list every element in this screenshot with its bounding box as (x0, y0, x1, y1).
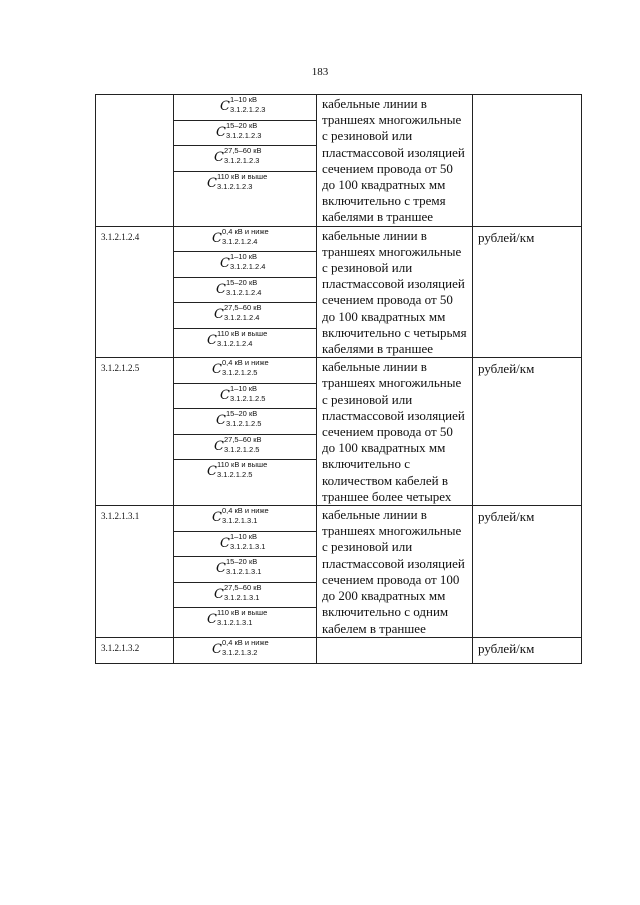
row-unit: рублей/км (473, 637, 582, 664)
table-row (96, 506, 582, 638)
symbol-letter: C (212, 510, 222, 526)
symbol-row (174, 409, 316, 435)
symbol-letter: C (212, 230, 222, 246)
symbol-row (174, 638, 316, 664)
row-description: кабельные линии в траншеях многожильные с резиновой или пластмассовой изоляцией сечением провода от 100 до 200 квадратных мм включительно с одним кабелем в траншее (317, 506, 473, 638)
symbol-index: 3.1.2.1.2.4 (226, 287, 262, 297)
symbol-index: 3.1.2.1.2.5 (217, 470, 253, 480)
symbol-letter: C (220, 387, 230, 403)
symbol-letter: C (216, 561, 226, 577)
symbol-letter: C (216, 281, 226, 297)
symbol-index: 3.1.2.1.3.1 (226, 567, 262, 577)
symbol-voltage: 27,5–60 кВ (224, 146, 262, 155)
symbol-index: 3.1.2.1.2.5 (226, 419, 262, 429)
row-code: 3.1.2.1.2.4 (96, 226, 174, 358)
symbol-row (174, 506, 316, 532)
symbol-letter: C (214, 150, 224, 165)
symbol-letter: C (220, 256, 230, 272)
row-unit: рублей/км (473, 358, 582, 506)
symbol-index: 3.1.2.1.2.3 (224, 156, 260, 165)
symbol-voltage: 27,5–60 кВ (224, 303, 262, 313)
symbol-index: 3.1.2.1.2.3 (226, 130, 262, 140)
symbol-index: 3.1.2.1.2.4 (224, 313, 260, 323)
symbol-voltage: 0,4 кВ и ниже (222, 637, 269, 647)
symbol-voltage: 110 кВ и выше (217, 171, 268, 181)
row-description: кабельные линии в траншеях многожильные с резиновой или пластмассовой изоляцией сечением провода от 50 до 100 квадратных мм включительно с тремя кабелями в траншее (317, 95, 473, 227)
symbol-voltage: 0,4 кВ и ниже (222, 358, 269, 368)
symbol-cell (174, 506, 317, 638)
row-unit: рублей/км (473, 506, 582, 638)
symbol-index: 3.1.2.1.2.5 (230, 393, 266, 403)
symbol-letter: C (214, 307, 224, 323)
symbol-voltage: 0,4 кВ и ниже (222, 506, 269, 516)
symbol-letter: C (207, 332, 217, 348)
table-body (96, 95, 582, 664)
symbol-index: 3.1.2.1.3.1 (224, 592, 260, 602)
row-description: кабельные линии в траншеях многожильные с резиновой или пластмассовой изоляцией сечением провода от 50 до 100 квадратных мм включительно с четырьмя кабелями в траншее (317, 226, 473, 358)
symbol-letter: C (212, 362, 222, 378)
symbol-row (174, 146, 316, 172)
symbol-voltage: 110 кВ и выше (217, 608, 268, 618)
symbol-index: 3.1.2.1.2.3 (217, 181, 253, 191)
symbol-cell (174, 226, 317, 358)
symbol-letter: C (216, 124, 226, 140)
symbol-voltage: 1–10 кВ (230, 252, 258, 262)
row-code: 3.1.2.1.3.2 (96, 637, 174, 664)
symbol-index: 3.1.2.1.2.3 (230, 105, 266, 114)
symbol-voltage: 27,5–60 кВ (224, 434, 262, 444)
symbol-letter: C (216, 413, 226, 429)
page-number: 183 (311, 66, 329, 78)
symbol-voltage: 110 кВ и выше (217, 460, 268, 470)
row-description: кабельные линии в траншеях многожильные с резиновой или пластмассовой изоляцией сечением провода от 50 до 100 квадратных мм включительно с количеством кабелей в траншее более четырех (317, 358, 473, 506)
symbol-voltage: 0,4 кВ и ниже (222, 226, 269, 236)
symbol-index: 3.1.2.1.2.4 (222, 236, 258, 246)
symbol-voltage: 1–10 кВ (230, 95, 258, 104)
tariff-table (95, 94, 582, 664)
symbol-row (174, 172, 316, 198)
symbol-voltage: 15–20 кВ (226, 409, 258, 419)
symbol-row (174, 252, 316, 278)
symbol-row (174, 460, 316, 486)
symbol-letter: C (212, 641, 222, 657)
table-row (96, 358, 582, 506)
symbol-letter: C (207, 175, 217, 191)
symbol-row (174, 583, 316, 609)
symbol-row (174, 557, 316, 583)
row-unit: рублей/км (473, 226, 582, 358)
symbol-row (174, 435, 316, 461)
symbol-voltage: 1–10 кВ (230, 531, 258, 541)
symbol-index: 3.1.2.1.3.1 (222, 516, 258, 526)
row-unit (473, 95, 582, 227)
symbol-index: 3.1.2.1.2.4 (230, 262, 266, 272)
row-code: 3.1.2.1.3.1 (96, 506, 174, 638)
table-row (96, 637, 582, 664)
symbol-row (174, 532, 316, 558)
row-code (96, 95, 174, 227)
symbol-index: 3.1.2.1.2.4 (217, 338, 253, 348)
table-row (96, 95, 582, 227)
symbol-row (174, 329, 316, 355)
symbol-index: 3.1.2.1.3.1 (217, 618, 253, 628)
symbol-row (174, 121, 316, 147)
symbol-cell (174, 95, 317, 227)
table-row (96, 226, 582, 358)
symbol-row (174, 278, 316, 304)
symbol-row (174, 384, 316, 410)
symbol-letter: C (220, 99, 230, 114)
symbol-row (174, 95, 316, 121)
symbol-voltage: 110 кВ и выше (217, 328, 268, 338)
symbol-letter: C (214, 438, 224, 454)
row-code: 3.1.2.1.2.5 (96, 358, 174, 506)
symbol-letter: C (207, 612, 217, 628)
symbol-index: 3.1.2.1.2.5 (224, 444, 260, 454)
row-description (317, 637, 473, 664)
symbol-row (174, 358, 316, 384)
symbol-row (174, 303, 316, 329)
symbol-cell (174, 637, 317, 664)
symbol-voltage: 15–20 кВ (226, 277, 258, 287)
symbol-voltage: 15–20 кВ (226, 557, 258, 567)
symbol-voltage: 1–10 кВ (230, 383, 258, 393)
symbol-letter: C (220, 535, 230, 551)
symbol-index: 3.1.2.1.2.5 (222, 368, 258, 378)
symbol-row (174, 608, 316, 634)
symbol-letter: C (207, 464, 217, 480)
symbol-letter: C (214, 586, 224, 602)
symbol-index: 3.1.2.1.3.2 (222, 647, 258, 657)
symbol-cell (174, 358, 317, 506)
symbol-voltage: 15–20 кВ (226, 120, 258, 130)
symbol-row (174, 227, 316, 253)
symbol-voltage: 27,5–60 кВ (224, 582, 262, 592)
symbol-index: 3.1.2.1.3.1 (230, 541, 266, 551)
